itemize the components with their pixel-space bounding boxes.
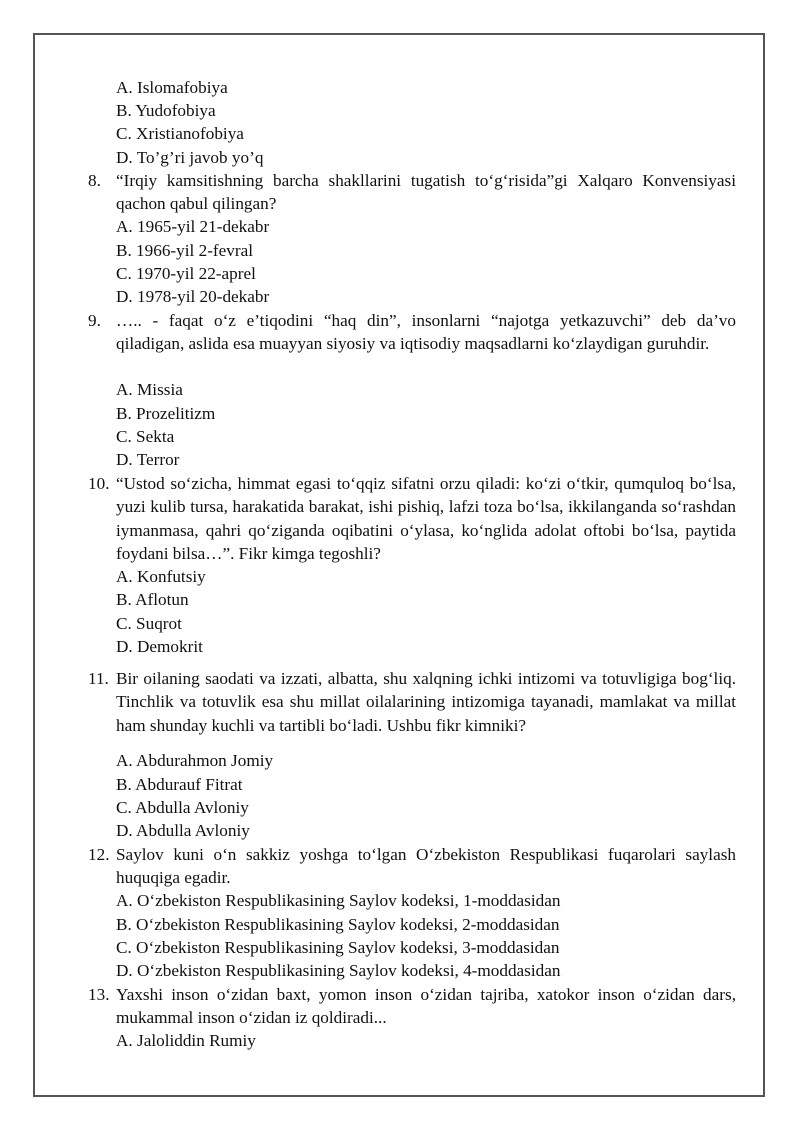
q7-option-b: B. Yudofobiya	[116, 101, 216, 120]
question-number: 10.	[88, 474, 110, 493]
question-text: “Irqiy kamsitishning barcha shakllarini tugatish to‘g‘risida”gi Xalqaro Konvensiyasi qachon qabul qilingan?	[116, 171, 736, 214]
q10-option-a: A. Konfutsiy	[116, 567, 206, 586]
q7-option-a: A. Islomafobiya	[116, 78, 228, 97]
question-number: 9.	[88, 311, 101, 330]
q13-option-a: A. Jaloliddin Rumiy	[116, 1031, 256, 1050]
q12-option-d: D. O‘zbekiston Respublikasining Saylov kodeksi, 4-moddasidan	[116, 961, 561, 980]
q8-option-d: D. 1978-yil 20-dekabr	[116, 287, 270, 306]
q9-option-d: D. Terror	[116, 450, 180, 469]
question-11	[88, 667, 736, 737]
q11-option-d: D. Abdulla Avloniy	[116, 821, 250, 840]
q11-option-a: A. Abdurahmon Jomiy	[116, 751, 274, 770]
question-text: Saylov kuni o‘n sakkiz yoshga to‘lgan O‘zbekiston Respublikasi fuqarolari saylash huquqiga egadir.	[116, 845, 736, 888]
q11-option-b: B. Abdurauf Fitrat	[116, 775, 243, 794]
q9-option-b: B. Prozelitizm	[116, 404, 216, 423]
q8-option-a: A. 1965-yil 21-dekabr	[116, 217, 270, 236]
question-text: “Ustod so‘zicha, himmat egasi to‘qqiz sifatni orzu qiladi: ko‘zi o‘tkir, qumquloq bo‘lsa, yuzi kulib tursa, harakatida barakat, ishi pishiq, lafzi toza bo‘lsa, ikkilanganda so‘rashdan iymanmasa, qahri qo‘ziganda oqibatini o‘ylasa, ko‘nglida adolat oftobi bo‘lsa, paytida foydani bilsa…”. Fikr kimga tegoshli?	[116, 474, 736, 563]
question-13	[88, 983, 736, 1030]
question-number: 8.	[88, 171, 101, 190]
q8-option-c: C. 1970-yil 22-aprel	[116, 264, 256, 283]
question-9	[88, 309, 736, 356]
q12-option-c: C. O‘zbekiston Respublikasining Saylov kodeksi, 3-moddasidan	[116, 938, 560, 957]
question-8	[88, 169, 736, 216]
q8-option-b: B. 1966-yil 2-fevral	[116, 241, 253, 260]
q7-option-d: D. To’g’ri javob yo’q	[116, 148, 264, 167]
question-number: 12.	[88, 845, 110, 864]
q9-option-c: C. Sekta	[116, 427, 175, 446]
q7-option-c: C. Xristianofobiya	[116, 124, 244, 143]
q9-option-a: A. Missia	[116, 380, 183, 399]
question-text: ….. - faqat o‘z e’tiqodini “haq din”, insonlarni “najotga yetkazuvchi” deb da’vo qiladigan, aslida esa muayyan siyosiy va iqtisodiy maqsadlarni ko‘zlaydigan guruhdir.	[116, 311, 736, 354]
q10-option-d: D. Demokrit	[116, 637, 203, 656]
question-12	[88, 843, 736, 890]
question-number: 11.	[88, 669, 109, 688]
question-number: 13.	[88, 985, 110, 1004]
q12-option-a: A. O‘zbekiston Respublikasining Saylov kodeksi, 1-moddasidan	[116, 891, 561, 910]
q10-option-c: C. Suqrot	[116, 614, 182, 633]
question-10	[88, 472, 736, 565]
q11-option-c: C. Abdulla Avloniy	[116, 798, 249, 817]
question-text: Yaxshi inson o‘zidan baxt, yomon inson o‘zidan tajriba, xatokor inson o‘zidan dars, mukammal inson o‘zidan iz qoldiradi...	[116, 985, 736, 1028]
q10-option-b: B. Aflotun	[116, 590, 189, 609]
q12-option-b: B. O‘zbekiston Respublikasining Saylov kodeksi, 2-moddasidan	[116, 915, 560, 934]
question-text: Bir oilaning saodati va izzati, albatta, shu xalqning ichki intizomi va totuvligiga bog‘liq. Tinchlik va totuvlik esa shu millat oilalarining intizomiga tayanadi, mamlakat va millat ham shunday kuchli va tartibli bo‘ladi. Ushbu fikr kimniki?	[116, 669, 736, 735]
